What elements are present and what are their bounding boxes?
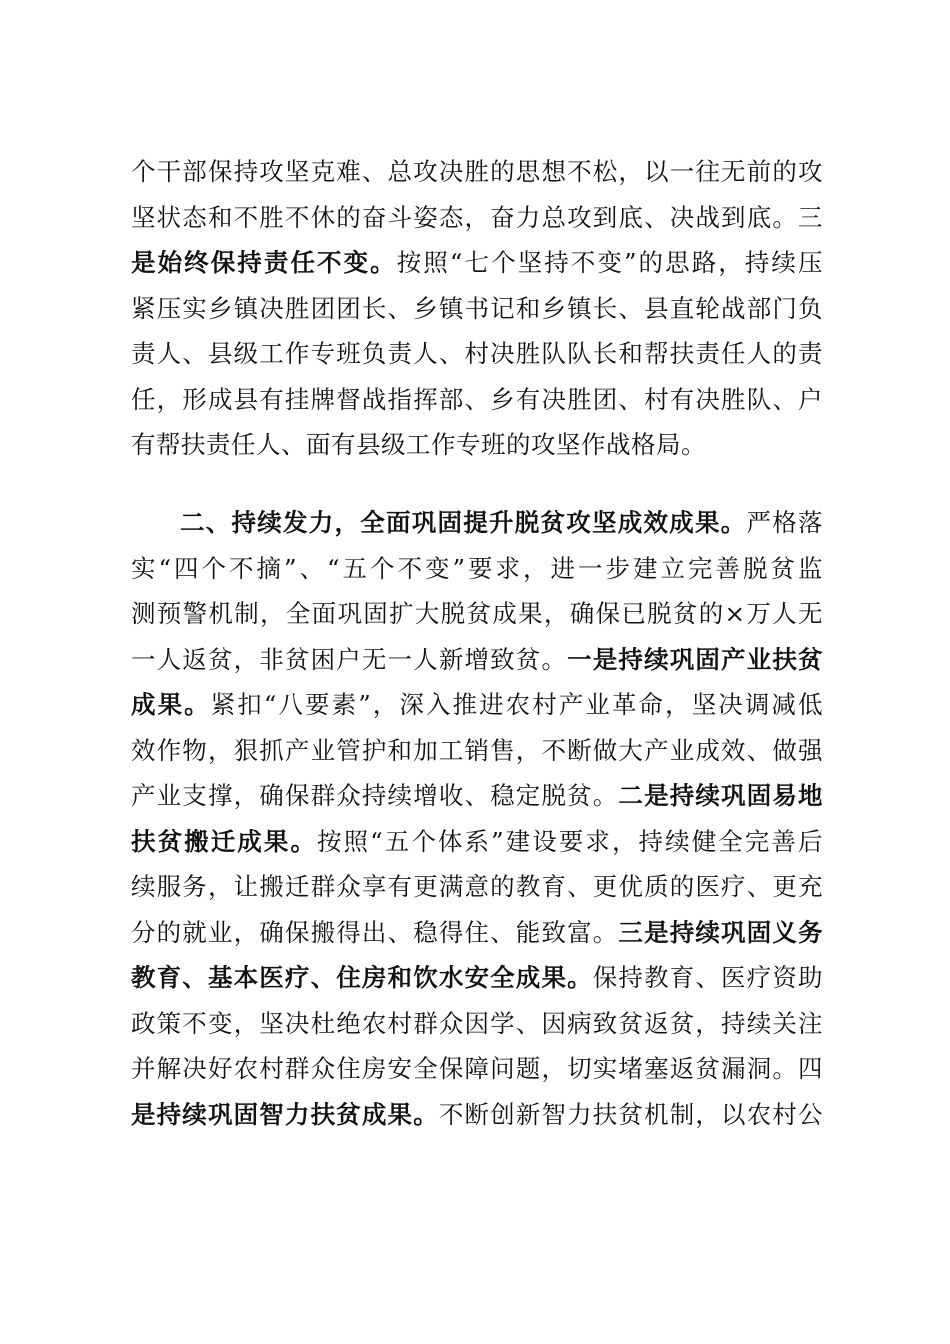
text-line: [131, 240, 823, 286]
text-run: 保持教育、医疗资助: [592, 963, 824, 992]
text-line: [131, 500, 823, 546]
bold-subheading: 成果。: [131, 690, 211, 719]
text-line: [131, 955, 823, 1001]
text-line: [131, 910, 823, 956]
text-line: 实“四个不摘”、“五个不变”要求，进一步建立完善脱贫监: [131, 553, 823, 583]
text-line: 责人、县级工作专班负责人、村决胜队队长和帮扶责任人的责: [131, 339, 823, 368]
text-run: 一人返贫，非贫困户无一人新增致贫。: [131, 644, 568, 674]
text-line: 效作物，狠抓产业管护和加工销售，不断做大产业成效、做强: [131, 735, 823, 765]
text-line: 坚状态和不胜不休的奋斗姿态，奋力总攻到底、决战到底。三: [131, 202, 823, 232]
text-line: 测预警机制，全面巩固扩大脱贫成果，确保已脱贫的×万人无: [131, 599, 823, 628]
bold-subheading: 教育、基本医疗、住房和饮水安全成果。: [131, 963, 593, 992]
bold-subheading: 是始终保持责任不变。: [131, 248, 397, 277]
text-line: 紧压实乡镇决胜团团长、乡镇书记和乡镇长、县直轮战部门负: [131, 293, 823, 323]
text-run: 紧扣“八要素”，深入推进农村产业革命，坚决调减低: [210, 690, 823, 719]
bold-subheading: 是持续巩固智力扶贫成果。: [131, 1099, 439, 1129]
paragraph-2: [131, 500, 823, 1137]
text-line: 政策不变，坚决杜绝农村群众因学、因病致贫返贫，持续关注: [131, 1008, 823, 1038]
text-line: 并解决好农村群众住房安全保障问题，切实堵塞返贫漏洞。四: [131, 1054, 823, 1083]
bold-subheading: 扶贫搬迁成果。: [131, 826, 318, 856]
bold-subheading: 三是持续巩固义务: [618, 917, 823, 947]
text-line: [131, 682, 823, 728]
text-run: 严格落: [746, 508, 823, 537]
text-run: 不断创新智力扶贫机制，以农村公: [438, 1099, 824, 1129]
text-run: 按照“七个坚持不变”的思路，持续压: [396, 248, 823, 277]
text-line: [131, 773, 823, 819]
text-line: 个干部保持攻坚克难、总攻决胜的思想不松，以一往无前的攻: [131, 157, 823, 186]
text-line: [131, 819, 823, 865]
text-line: 续服务，让搬迁群众享有更满意的教育、更优质的医疗、更充: [131, 872, 823, 901]
paragraph-1: [131, 149, 823, 468]
text-line: 有帮扶责任人、面有县级工作专班的攻坚作战格局。: [131, 430, 706, 459]
bold-subheading: 一是持续巩固产业扶贫: [567, 644, 824, 674]
text-run: 分的就业，确保搬得出、稳得住、能致富。: [131, 917, 619, 947]
section-heading: 二、持续发力，全面巩固提升脱贫攻坚成效成果。: [180, 508, 747, 537]
text-line: [131, 1092, 823, 1138]
text-run: 按照“五个体系”建设要求，持续健全完善后: [317, 826, 823, 856]
bold-subheading: 二是持续巩固易地: [618, 781, 823, 810]
text-run: 产业支撑，确保群众持续增收、稳定脱贫。: [131, 781, 619, 810]
text-line: [131, 637, 823, 683]
text-line: 任，形成县有挂牌督战指挥部、乡有决胜团、村有决胜队、户: [131, 384, 823, 414]
